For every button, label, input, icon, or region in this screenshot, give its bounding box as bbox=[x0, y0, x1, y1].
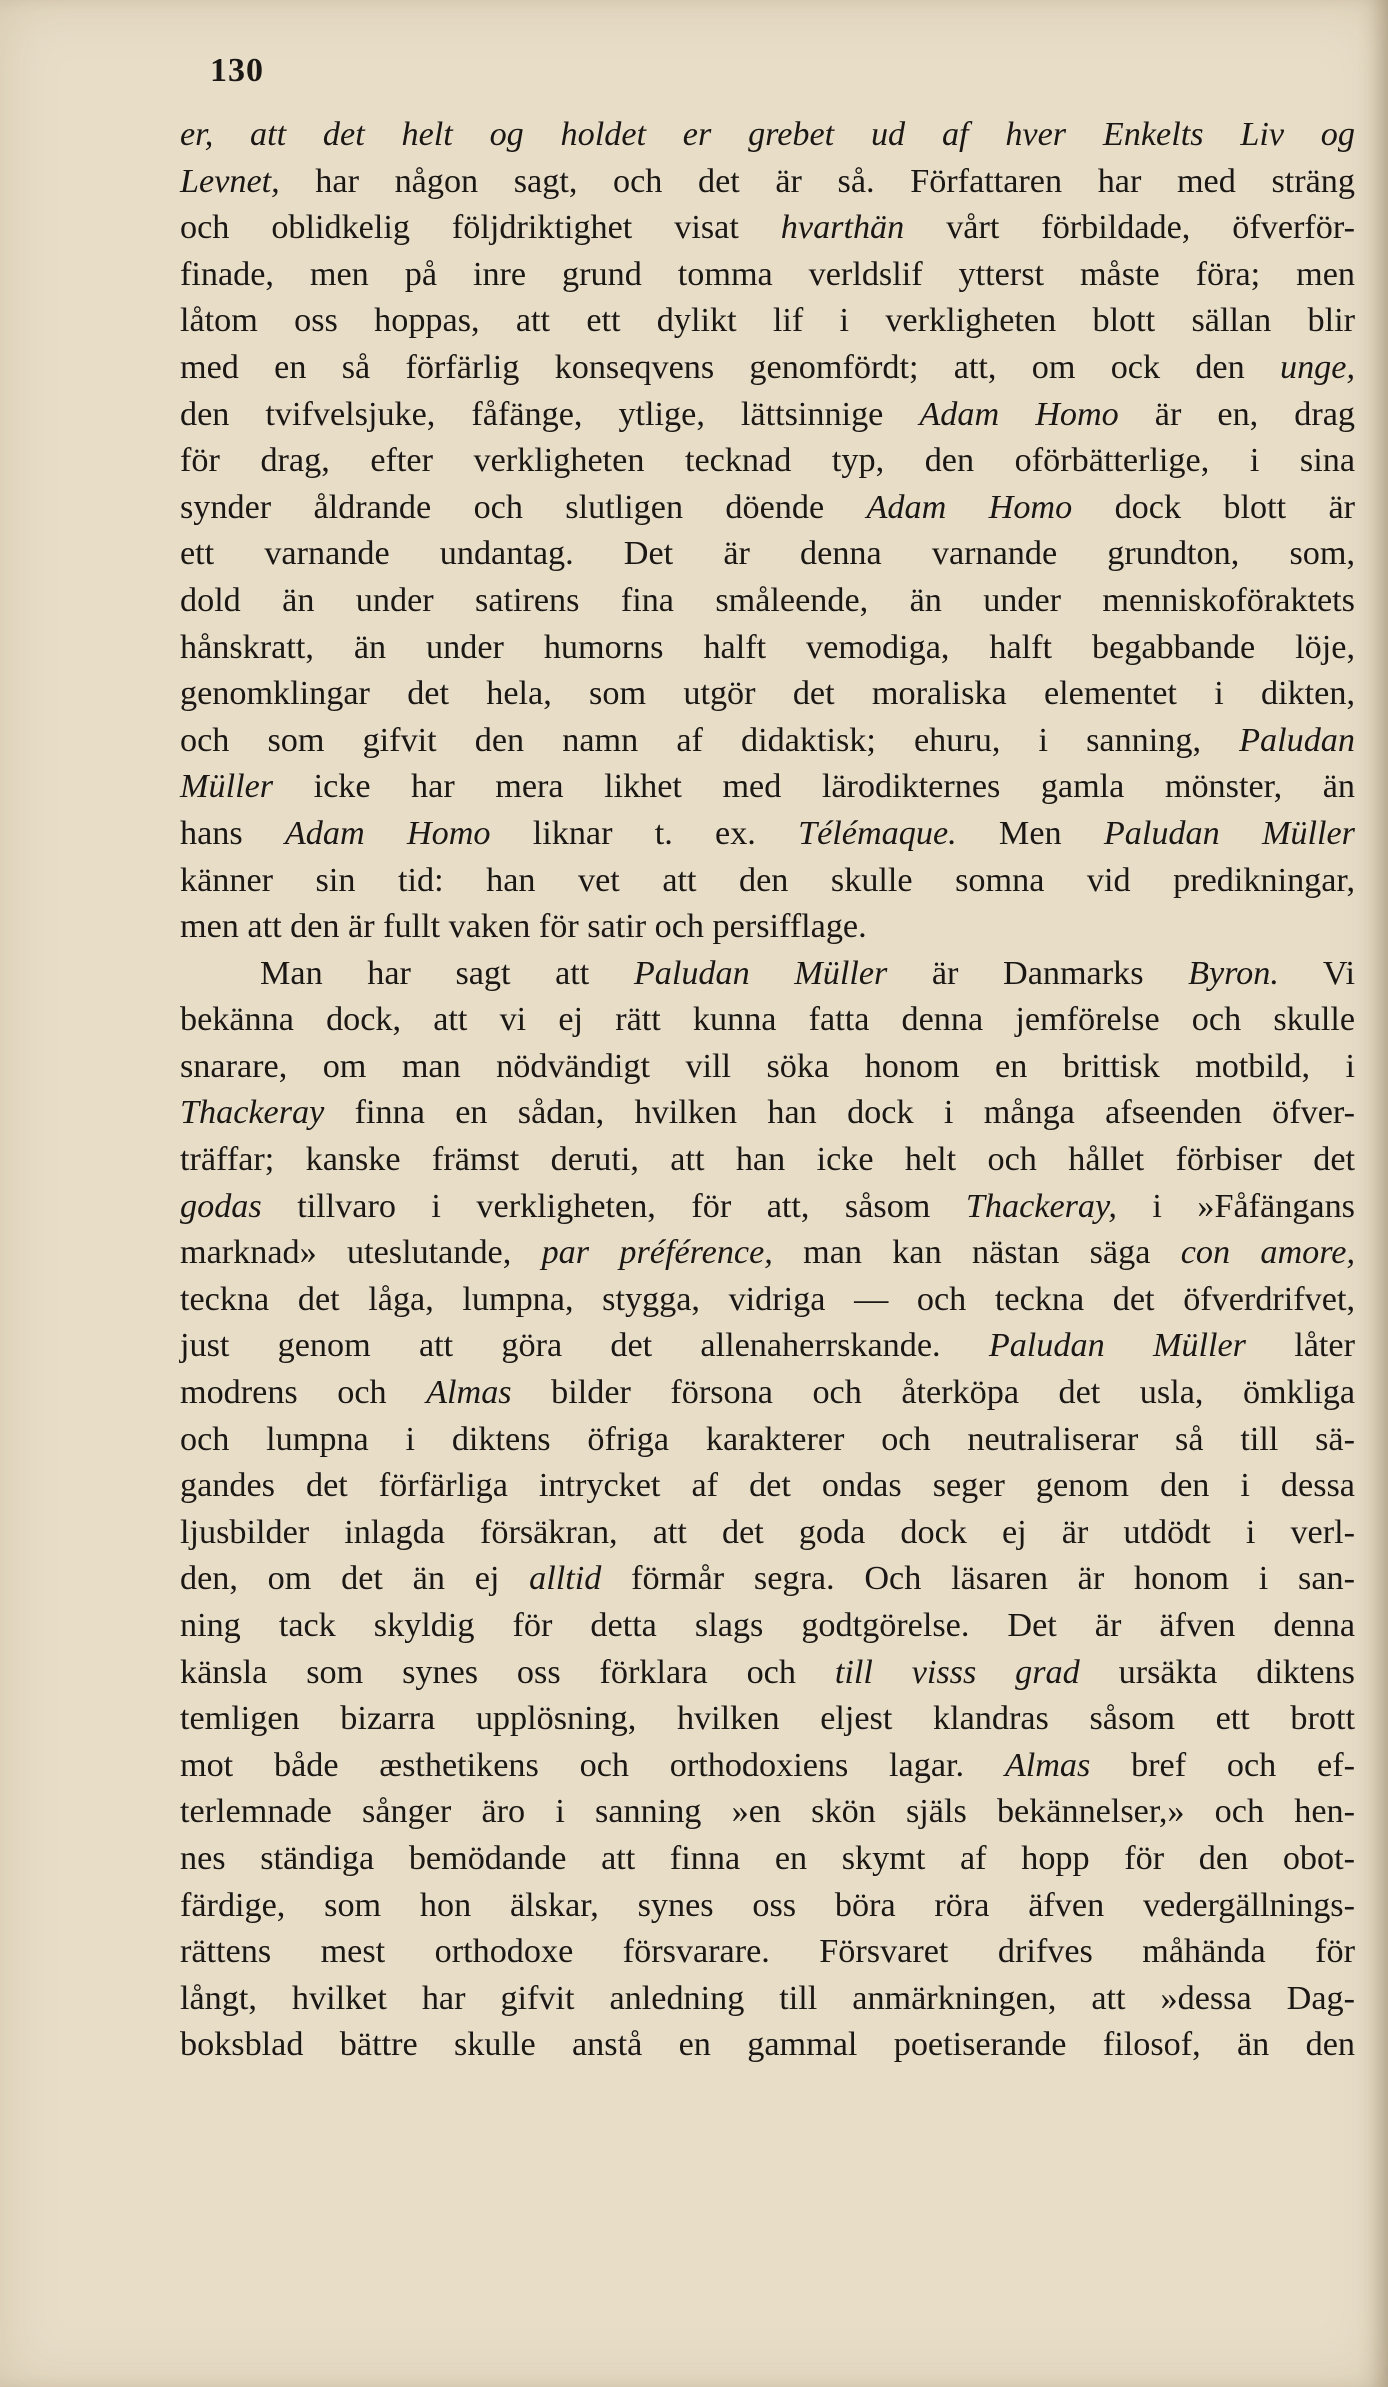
text-segment: ljusbilder inlagda försäkran, att det goda dock ej är utdödt i verl- bbox=[180, 1513, 1355, 1551]
text-line bbox=[180, 1789, 1355, 1836]
text-segment: hans bbox=[180, 814, 285, 852]
text-line bbox=[180, 951, 1355, 998]
text-segment: bilder försona och återköpa det usla, ömkliga bbox=[511, 1374, 1355, 1412]
text-segment: för drag, efter verkligheten tecknad typ, den oförbätterlige, i sina bbox=[180, 442, 1355, 480]
text-line bbox=[180, 1603, 1355, 1650]
italic-text: Thackeray, bbox=[965, 1187, 1117, 1225]
text-line bbox=[180, 1836, 1355, 1883]
text-segment: teckna det låga, lumpna, stygga, vidriga — och teckna det öfverdrifvet, bbox=[180, 1280, 1355, 1318]
text-line bbox=[180, 531, 1355, 578]
text-line bbox=[180, 1417, 1355, 1464]
text-segment: låter bbox=[1246, 1327, 1355, 1365]
text-segment: förmår segra. Och läsaren är honom i san- bbox=[601, 1560, 1355, 1598]
text-segment: snarare, om man nödvändigt vill söka honom en brittisk motbild, i bbox=[180, 1047, 1355, 1085]
text-line bbox=[180, 625, 1355, 672]
text-segment: bekänna dock, att vi ej rätt kunna fatta denna jemförelse och skulle bbox=[180, 1001, 1355, 1039]
text-line bbox=[180, 112, 1355, 159]
text-segment: dold än under satirens fina småleende, än under menniskoföraktets bbox=[180, 581, 1355, 619]
text-line bbox=[180, 1463, 1355, 1510]
italic-text: Paludan bbox=[1239, 721, 1355, 759]
text-line bbox=[180, 764, 1355, 811]
text-line bbox=[180, 1743, 1355, 1790]
text-line bbox=[180, 2022, 1355, 2069]
italic-text: er, att det helt og holdet er grebet ud af hver Enkelts Liv og bbox=[180, 116, 1355, 153]
text-line bbox=[180, 671, 1355, 718]
text-segment: finna en sådan, hvilken han dock i många afseenden öfver- bbox=[324, 1094, 1355, 1132]
text-segment: Vi bbox=[1278, 954, 1356, 992]
text-line bbox=[180, 997, 1355, 1044]
text-segment: synder åldrande och slutligen döende bbox=[180, 488, 867, 526]
text-line bbox=[180, 1184, 1355, 1231]
text-segment: temligen bizarra upplösning, hvilken eljest klandras såsom ett brott bbox=[180, 1700, 1355, 1738]
text-segment: Man har sagt att bbox=[260, 954, 634, 992]
text-segment: känner sin tid: han vet att den skulle somna vid predikningar, bbox=[180, 861, 1355, 899]
text-segment: liknar t. ex. bbox=[490, 814, 799, 852]
text-segment: låtom oss hoppas, att ett dylikt lif i verkligheten blott sällan blir bbox=[180, 302, 1355, 340]
text-line bbox=[180, 392, 1355, 439]
italic-text: Paludan Müller bbox=[633, 954, 888, 992]
text-segment: känsla som synes oss förklara och bbox=[180, 1653, 835, 1691]
text-segment: mot både æsthetikens och orthodoxiens lagar. bbox=[180, 1746, 1005, 1784]
text-segment: ning tack skyldig för detta slags godtgörelse. Det är äfven denna bbox=[180, 1607, 1355, 1644]
text-segment: den, om det än ej bbox=[180, 1560, 530, 1598]
italic-text: Paludan Müller bbox=[988, 1327, 1246, 1365]
text-segment: ursäkta diktens bbox=[1079, 1653, 1355, 1691]
italic-text: godas bbox=[180, 1187, 262, 1225]
text-line bbox=[180, 1556, 1355, 1603]
text-line bbox=[180, 1044, 1355, 1091]
text-segment: man kan nästan säga bbox=[772, 1234, 1181, 1272]
body-text bbox=[180, 112, 1355, 2069]
italic-text: Almas bbox=[426, 1374, 512, 1412]
text-line bbox=[180, 1323, 1355, 1370]
text-line bbox=[180, 485, 1355, 532]
text-segment: terlemnade sånger äro i sanning »en skön själs bekännelser,» och hen- bbox=[180, 1793, 1355, 1831]
text-segment: vårt förbildade, öfverför- bbox=[904, 209, 1355, 247]
text-segment: rättens mest orthodoxe försvarare. Försvaret drifves måhända för bbox=[180, 1933, 1355, 1971]
text-segment: har någon sagt, och det är så. Författaren har med sträng bbox=[279, 162, 1355, 200]
text-segment: nes ständiga bemödande att finna en skymt af hopp för den obot- bbox=[180, 1839, 1355, 1877]
text-line bbox=[180, 1510, 1355, 1557]
text-segment: och lumpna i diktens öfriga karakterer och neutraliserar så till sä- bbox=[180, 1420, 1355, 1458]
italic-text: Adam Homo bbox=[284, 814, 491, 852]
text-line bbox=[180, 1137, 1355, 1184]
text-line bbox=[180, 438, 1355, 485]
text-segment: är Danmarks bbox=[887, 954, 1189, 992]
text-line bbox=[180, 1090, 1355, 1137]
text-segment: träffar; kanske främst deruti, att han icke helt och hållet förbiser det bbox=[180, 1141, 1355, 1179]
text-line bbox=[180, 1650, 1355, 1697]
italic-text: Almas bbox=[1004, 1746, 1091, 1784]
text-segment: dock blott är bbox=[1072, 488, 1356, 526]
text-segment: icke har mera likhet med lärodikternes gamla mönster, än bbox=[273, 768, 1355, 806]
text-line bbox=[180, 1277, 1355, 1324]
text-segment: just genom att göra det allenaherrskande. bbox=[180, 1327, 989, 1365]
text-line bbox=[180, 1696, 1355, 1743]
italic-text: Müller bbox=[180, 768, 274, 806]
italic-text: unge, bbox=[1279, 348, 1355, 386]
text-segment: marknad» uteslutande, bbox=[180, 1234, 542, 1272]
italic-text: Thackeray bbox=[180, 1094, 325, 1132]
text-segment: och oblidkelig följdriktighet visat bbox=[180, 209, 781, 247]
italic-text: Adam Homo bbox=[866, 488, 1073, 526]
text-segment: gandes det förfärliga intrycket af det ondas seger genom den i dessa bbox=[180, 1467, 1355, 1505]
italic-text: Byron. bbox=[1188, 954, 1279, 992]
text-segment: ett varnande undantag. Det är denna varnande grundton, som, bbox=[180, 535, 1355, 573]
text-segment: och som gifvit den namn af didaktisk; ehuru, i sanning, bbox=[180, 721, 1240, 759]
text-segment: hånskratt, än under humorns halft vemodiga, halft begabbande löje, bbox=[180, 628, 1355, 666]
text-line bbox=[180, 159, 1355, 206]
text-line bbox=[180, 1230, 1355, 1277]
text-line bbox=[180, 858, 1355, 905]
text-segment: bref och ef- bbox=[1090, 1746, 1355, 1784]
text-segment: boksblad bättre skulle anstå en gammal poetiserande filosof, än den bbox=[180, 2026, 1355, 2064]
text-segment: långt, hvilket har gifvit anledning till anmärkningen, att »dessa Dag- bbox=[180, 1979, 1355, 2017]
page-number: 130 bbox=[210, 52, 264, 89]
text-segment: finade, men på inre grund tomma verldslif ytterst måste föra; men bbox=[180, 255, 1355, 293]
text-segment: är en, drag bbox=[1118, 395, 1356, 433]
text-line bbox=[180, 1370, 1355, 1417]
text-segment: i »Fåfängans bbox=[1116, 1187, 1355, 1225]
italic-text: Paludan Müller bbox=[1103, 814, 1355, 852]
text-line bbox=[180, 904, 1355, 951]
text-line bbox=[180, 298, 1355, 345]
text-line bbox=[180, 811, 1355, 858]
italic-text: Adam Homo bbox=[919, 395, 1119, 433]
text-line bbox=[180, 252, 1355, 299]
text-line bbox=[180, 578, 1355, 625]
text-line bbox=[180, 718, 1355, 765]
text-segment: genomklingar det hela, som utgör det moraliska elementet i dikten, bbox=[180, 675, 1355, 713]
text-segment: men att den är fullt vaken för satir och persifflage. bbox=[180, 908, 867, 946]
text-line bbox=[180, 1929, 1355, 1976]
text-segment: den tvifvelsjuke, fåfänge, ytlige, lättsinnige bbox=[180, 395, 920, 433]
text-line bbox=[180, 205, 1355, 252]
text-line bbox=[180, 345, 1355, 392]
text-line bbox=[180, 1976, 1355, 2023]
italic-text: con amore, bbox=[1180, 1234, 1356, 1272]
italic-text: hvarthän bbox=[780, 209, 905, 247]
italic-text: Levnet, bbox=[180, 162, 280, 200]
italic-text: Télémaque. bbox=[798, 814, 957, 852]
text-segment: med en så förfärlig konseqvens genomfördt; att, om ock den bbox=[180, 348, 1280, 386]
italic-text: till visss grad bbox=[834, 1653, 1080, 1691]
text-segment: färdige, som hon älskar, synes oss böra röra äfven vedergällnings- bbox=[180, 1886, 1355, 1924]
italic-text: alltid bbox=[529, 1560, 602, 1598]
text-segment: Men bbox=[956, 814, 1104, 852]
italic-text: par préférence, bbox=[541, 1234, 773, 1272]
text-segment: modrens och bbox=[180, 1374, 427, 1412]
text-segment: tillvaro i verkligheten, för att, såsom bbox=[261, 1187, 966, 1225]
text-line bbox=[180, 1883, 1355, 1930]
